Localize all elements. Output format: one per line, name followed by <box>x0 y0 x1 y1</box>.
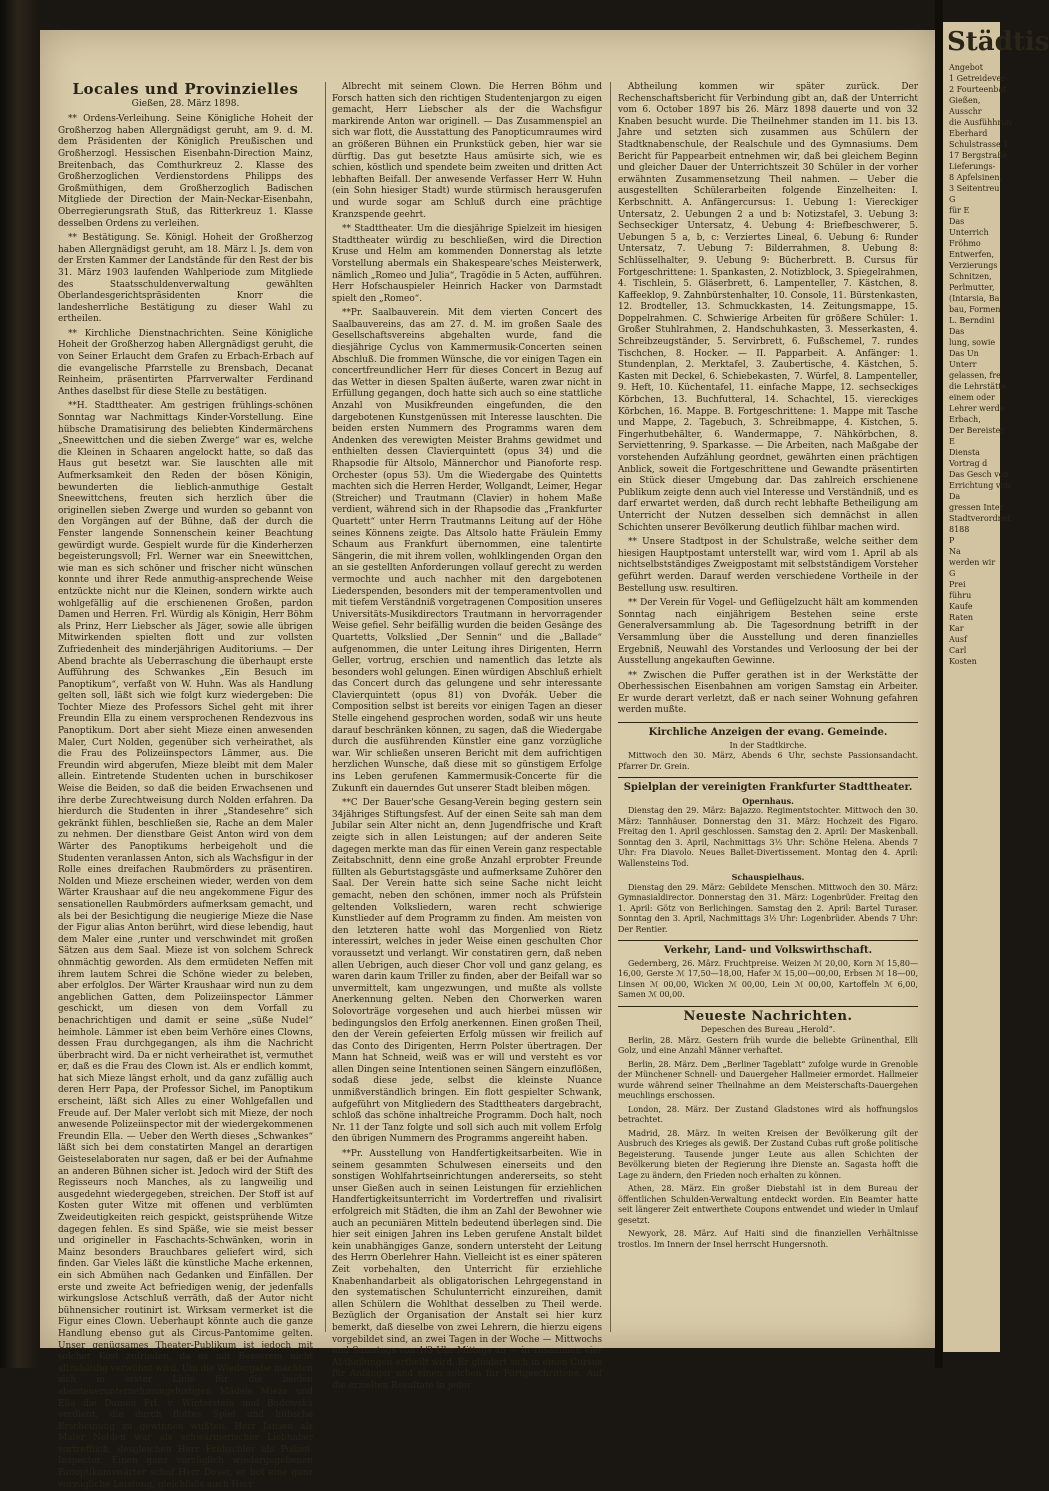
adjacent-text-fragment: Errichtung von <box>949 481 1011 490</box>
adjacent-text-fragment: E <box>949 437 955 446</box>
news-item: Madrid, 28. März. In weiten Kreisen der Bevölkerung gilt der Ausbruch des Krieges als gewiß. Der Zustand Cubas ruft große politische Begeisterung. Tausende junger Leute aus allen Schichten der Bevölkerung bieten der Regierung ihre Dienste an. Sagasta hofft die Lage zu ändern, den Frieden noch erhalten zu können. <box>618 1128 918 1180</box>
adjacent-text-fragment: Kosten <box>949 657 977 666</box>
adjacent-text-fragment: Na <box>949 547 961 556</box>
adjacent-text-fragment: Ausschr <box>949 107 982 116</box>
adjacent-text-fragment: Prei <box>949 580 966 589</box>
playhouse-schedule: Dienstag den 29. März: Gebildete Menschen. Mittwoch den 30. März: Gymnasialdirector. Donnerstag den 31. März: Logenbrüder. Freitag den 1. April: Götz von Berlichingen. Samstag den 2. April: Bartel Turaser. Sonntag den 3. April, Nachmittags 3½ Uhr: Logenbrüder. Abends 7 Uhr: Der Rentier. <box>618 882 918 934</box>
column-2 <box>332 82 602 1391</box>
adjacent-text-fragments <box>943 62 1012 667</box>
article-paragraph: ** Zwischen die Puffer gerathen ist in der Werkstätte der Oberhessischen Eisenbahnen am vorigen Samstag ein Arbeiter. Er wurde derart verletzt, daß er nach seiner Wohnung gefahren werden mußte. <box>618 670 918 716</box>
adjacent-text-fragment: Entwerfen, <box>949 250 995 259</box>
rule <box>618 722 918 723</box>
adjacent-text-fragment: Das <box>949 217 965 226</box>
adjacent-text-fragment: Perlmutter, <box>949 283 995 292</box>
rule <box>618 1006 918 1007</box>
book-binding <box>0 0 40 1368</box>
article-paragraph: **C Der Bauer'sche Gesang-Verein beging gestern sein 34jähriges Stiftungsfest. Auf der einen Seite sah man dem Jubilar sein Alter nicht an, denn Jugendfrische und Kraft zeigte sich in allen Leistungen; auf der anderen Seite dagegen merkte man das für einen Verein ganz respectable Zeitabschnitt, denn eine große Anzahl erprobter Freunde füllten als Geburtstagsgäste und aufmerksame Zuhörer den Saal. Der Verein hatte sich seine Sache nicht leicht gemacht, neben den schönen, immer noch als Prüfstein geltenden Volksliedern, waren recht schwierige Kunstlieder auf dem Programm zu finden. Am meisten von den letzteren hatte wohl das Morgenlied von Rietz interessirt, welches in jeder Weise einen geschulten Chor voraussetzt und verlangt. Wir constatiren gern, daß neben allen Uebrigen, auch dieser Chor voll und ganz gelang, es waren darin kaum Triller zu finden, aber der Beifall war so unvermittelt, kam ungezwungen, und mußte als vollste Anerkennung gelten. Neben den Chorwerken waren Solovorträge vorgesehen und auch hierbei müssen wir bedingungslos den Erfolg anerkennen. Einen großen Theil, den der Verein gefeierten Erfolg müssen wir freilich auf das Conto des Dirigenten, Herrn Polster übertragen. Der Mann hat Schneid, weiß was er will und versteht es vor allen Dingen seine Intentionen seinen Sängern einzuflößen, sodaß diese jede, selbst die kleinste Nuance unmißverständlich bringen. Ein flott gespielter Schwank, aufgeführt von Mitgliedern des Stadttheaters dargebracht, schloß das schöne inhaltreiche Programm. Doch halt, noch Nr. 11 der Tanz folgte und soll sich auch mit vollem Erfolg den übrigen Nummern des Programms angereiht haben. <box>332 798 602 1145</box>
article-paragraph: ** Stadttheater. Um die diesjährige Spielzeit im hiesigen Stadttheater würdig zu beschließen, wird die Direction Kruse und Helm am kommenden Donnerstag als letzte Vorstellung abermals ein Shakespeare'sches Meisterwerk, nämlich „Romeo und Julia“, Tragödie in 5 Acten, aufführen. Herr Hofschauspieler Heinrich Hacker von Darmstadt spielt den „Romeo“. <box>332 224 602 304</box>
article-paragraph: ** Kirchliche Dienstnachrichten. Seine Königliche Hoheit der Großherzog haben Allergnädigst geruht, die von Seiner Erlaucht dem Grafen zu Erbach-Erbach auf die evangelische Pfarrstelle zu Brensbach, Decanat Reinheim, präsentirten Pfarrverwalter Ferdinand Anthes daselbst für diese Stelle zu bestätigen. <box>58 328 313 397</box>
dateline: Gießen, 28. März 1898. <box>131 98 240 109</box>
adjacent-text-fragment: Da <box>949 492 961 501</box>
adjacent-text-fragment: bau, Formen <box>949 305 1001 314</box>
article-paragraph: ** Unsere Stadtpost in der Schulstraße, welche seither dem hiesigen Hauptpostamt unterstellt war, wird vom 1. April ab als nichtselbstständiges Zweigpostamt mit selbstständigem Vorsteher geführt werden. Darauf werden verschiedene Vortheile in der Bestellung usw. resultiren. <box>618 537 918 594</box>
adjacent-text-fragment: Kar <box>949 624 964 633</box>
newspaper-page <box>40 30 935 1490</box>
adjacent-text-fragment: Raten <box>949 613 974 622</box>
column-1 <box>58 80 313 1490</box>
opera-schedule: Dienstag den 29. März: Bajazzo. Regimentstochter. Mittwoch den 30. März: Tannhäuser. Donnerstag den 31. März: Hochzeit des Figaro. Freitag den 1. April geschlossen. Samstag den 2. April: Der Maskenball. Sonntag den 3. April, Nachmittags 3½ Uhr: Schöne Helena. Abends 7 Uhr: Fra Diavolo. Neues Ballet-Divertissement. Montag den 4. April: Wallensteins Tod. <box>618 806 918 868</box>
adjacent-text-fragment: Schnitzen, <box>949 272 992 281</box>
adjacent-text-fragment: P <box>949 536 955 545</box>
adjacent-text-fragment: Lieferungs- <box>949 162 996 171</box>
article-paragraph: **Pr. Ausstellung von Handfertigkeitsarbeiten. Wie in seinem gesammten Schulwesen einerseits und den sonstigen Wohlfahrtseinrichtungen andererseits, so steht unser Gießen auch in seinen Leistungen für erziehlichen Handfertigkeitsunterricht im Vordertreffen und rivalisirt erfolgreich mit Städten, die ihm an Zahl der Bewohner wie auch an pecuniären Mitteln bedeutend überlegen sind. Die hier seit einigen Jahren ins Leben gerufene Anstalt bildet kein unabhängiges Ganze, sondern untersteht der Leitung des Herrn Oberlehrer Hahn. Vielleicht ist es einer späteren Zeit vorbehalten, den Unterricht für erziehliche Knabenhandarbeit als obligatorischen Lehrgegenstand in den systematischen Schulunterricht einzureihen, damit allen Schülern die Wohlthat desselben zu Theil werde. Bezüglich der Organisation der Anstalt sei hier kurz bemerkt, daß dieselbe von zwei Lehrern, die hierzu eigens vorgebildet sind, an zwei Tagen in der Woche — Mittwochs und Samstags von 1/3 Uhr Mittags an — in zusammen vier Abtheilungen ertheilt wird. Er gliedert sich in einen Cursus für Anfänger und einen solchen für Fortgeschrittene. Auf die erzielten Resultate in jeder <box>332 1149 602 1391</box>
adjacent-text-fragment: Diensta <box>949 448 980 457</box>
news-item: Berlin, 28. März. Dem „Berliner Tageblatt“ zufolge wurde in Grenoble der Münchener Schnell- und Dauergeher Hallmeier ermordet. Hallmeier wurde während seiner Theilnahme an dem Meisterschafts-Dauergehen meuchlings erschossen. <box>618 1059 918 1101</box>
opera-heading: Opernhaus. <box>742 795 794 806</box>
adjacent-text-fragment: die Lehrstätte <box>949 382 1007 391</box>
adjacent-text-fragment: L. Berndini <box>949 316 995 325</box>
adjacent-masthead-fragment: Städtis <box>947 27 1049 57</box>
news-item: Athen, 28. März. Ein großer Diebstahl ist in dem Bureau der öffentlichen Schulden-Verwaltung entdeckt worden. Ein Beamter hatte seit längerer Zeit entwerthete Coupons entwendet und wieder in Umlauf gesetzt. <box>618 1184 918 1225</box>
adjacent-text-fragment: G <box>949 195 956 204</box>
church-notice-subtitle: In der Stadtkirche. <box>729 740 807 750</box>
adjacent-text-fragment: Ausf <box>949 635 967 644</box>
adjacent-text-fragment: Das <box>949 327 965 336</box>
adjacent-text-fragment: 8188 <box>949 525 970 534</box>
news-section-title: Neueste Nachrichten. <box>683 1008 853 1024</box>
adjacent-text-fragment: gelassen, fre <box>949 371 1001 380</box>
article-paragraph: Albrecht mit seinem Clown. Die Herren Böhm und Forsch hatten sich den richtigen Studentenjargon zu eigen gemacht, Herr Liebscher als der die Wachsfigur markirende Anton war originell. — Das Zusammenspiel an sich war flott, die Ausstattung des Panopticumraumes wird an größeren Bühnen ein Prunkstück geben, hier war sie dürftig. Das gut besetzte Haus amüsirte sich, wie es schien, köstlich und spendete beim zweiten und dritten Act lebhaften Beifall. Der anwesende Verfasser Herr W. Huhn (ein Sohn hiesiger Stadt) wurde stürmisch herausgerufen und wurde sogar am Schluß durch eine prächtige Kranzspende geehrt. <box>332 82 602 220</box>
adjacent-text-fragment: Erbach, <box>949 415 981 424</box>
adjacent-page-edge <box>943 22 1049 1352</box>
news-item: Newyork, 28. März. Auf Haiti sind die finanziellen Verhältnisse trostlos. Im Innern der Insel herrscht Hungersnoth. <box>618 1229 918 1249</box>
market-prices: Gedernberg, 26. März. Fruchtpreise. Weizen ℳ 20,00, Korn ℳ 15,80—16,00, Gerste ℳ 17,50—18,00, Hafer ℳ 15,00—00,00, Erbsen ℳ 18—00, Linsen ℳ 00,00, Wicken ℳ 00,00, Lein ℳ 00,00, Kartoffeln ℳ 6,00, Samen ℳ 00,00. <box>618 958 918 1000</box>
article-paragraph: ** Der Verein für Vogel- und Geflügelzucht hält am kommenden Sonntag nach einjährigem Bestehen seine erste Generalversammlung ab. Die Tagesordnung betrifft in der Versammlung über die Ausstellung und deren finanzielles Ergebniß, Neuwahl des Vorstandes und Verloosung der bei der Ausstellung angekauften Gewinne. <box>618 598 918 667</box>
news-item: London, 28. März. Der Zustand Gladstones wird als hoffnungslos betrachtet. <box>618 1104 918 1125</box>
church-notice-text: Mittwoch den 30. März, Abends 6 Uhr, sechste Passionsandacht. Pfarrer Dr. Grein. <box>618 751 918 771</box>
adjacent-text-fragment: Das Un <box>949 349 979 358</box>
church-notice-title: Kirchliche Anzeigen der evang. Gemeinde. <box>648 727 888 739</box>
adjacent-text-fragment: gressen Inter <box>949 503 1004 512</box>
adjacent-text-fragment: werden wir <box>949 558 996 567</box>
adjacent-text-fragment: Eberhard <box>949 129 988 138</box>
adjacent-text-fragment: Der Bereister <box>949 426 1005 435</box>
adjacent-text-fragment: 2 Fourteenbat <box>949 85 1007 94</box>
column-divider <box>325 82 326 1332</box>
adjacent-text-fragment: Unterr <box>949 360 977 369</box>
news-item: Berlin, 28. März. Gestern früh wurde die beliebte Grünenthal, Elli Golz, und eine Anzahl Männer verhaftet. <box>618 1035 918 1056</box>
playhouse-heading: Schauspielhaus. <box>731 872 805 883</box>
article-paragraph: **H. Stadttheater. Am gestrigen frühlings-schönen Sonntag war Nachmittags Kinder-Vorstellung. Eine hübsche Dramatisirung des beliebten Kindermärchens „Sneewittchen und die sieben Zwerge“ war es, welche die Kleinen in Schaaren angelockt hatte, so daß das Haus gut besetzt war. Sie lauschten alle mit Aufmerksamkeit den Reden der bösen Königin, bewunderten die lieblich-anmuthige Gestalt Sneewittchens, freuten sich herzlich über die originellen sieben Zwerge und wurden so gebannt von den Vorgängen auf der Bühne, daß der durch die Fenster langende Sonnenschein keiner Beachtung gewürdigt wurde. Gespielt wurde für die Kinderherzen begeisterungsvoll; Frl. Werner war ein Sneewittchen, wie man es sich schöner und frischer nicht wünschen konnte und ihrer Rede anmuthig-ansprechende Weise entzückte nicht nur die Kleinen, sondern wirkte auch wohlgefällig auf die erschienenen Großen, pardon Damen und Herren. Frl. Würdig als Königin, Herr Böhm als Prinz, Herr Liebscher als Jäger, sowie alle übrigen Mitwirkenden spielten flott und zur vollsten Zufriedenheit des minderjährigen Auditoriums. — Der Abend brachte als Ueberraschung die überhaupt erste Aufführung des Schwankes „Ein Besuch im Panoptikum“, verfaßt von W. Huhn. Was als Handlung gelten soll, läßt sich wie folgt kurz wiedergeben: Die Tochter Mieze des Professors Sichel geht mit ihrer Freundin Ella zu einem versprochenen Rendezvous ins Panoptikum. Dort aber sieht Mieze einen anwesenden Maler, Curt Nolden, gegenüber sich verheirathet, als die Frau des Polizeiinspectors Lämmer, aus. Die Freundin wird abgerufen, Mieze bleibt mit dem Maler allein. Eintretende Studenten uchen in burschikoser Weise die Beiden, so daß die beiden Erwachsenen und ihre derbe Zurechtweisung durch Nolden erfahren. Da hierdurch die Studenten in ihrer „Standesehre“ sich gekränkt fühlen, beschließen sie, Rache an dem Maler zu nehmen. Der dienstbare Geist Anton wird von dem Wärter des Panoptikums herbeigeholt und die Studenten veranlassen Anton, sich als Wachsfigur in der Rolle eines dreifachen Raubmörders zu präsentiren. Nolden und Mieze erscheinen wieder, werden von dem Wärter Kraushaar auf die neu angekommene Figur des sensationellen Raubmörders aufmerksam gemacht, und als bei der Besichtigung die neugierige Mieze die Nase der Figur alias Anton berührt, wird diese lebendig, haut dem Maler eine ‚runter und verschwindet mit großen Sätzen aus dem Saal. Mieze ist von solchem Schreck ohnmächtig geworden. Als dem ermüdeten Neffen mit ihrem lautem Schrei die Schöne wieder zu beleben, aber erfolglos. Der Wärter Kraushaar wird nun zu dem angeblichen Gatten, dem Polizeiinspector Lämmer geschickt, um diesen von dem Vorfall zu benachrichtigen und damit er seine „süße Nudel“ heimhole. Lämmer ist eben beim Verhöre eines Clowns, dessen Frau durchgegangen, als ihm die Nachricht überbracht wird. Da er nicht verheirathet ist, vermuthet er, daß es die Frau des Clown ist. Als er endlich kommt, hat sich Mieze längst erholt, und da ganz zufällig auch deren Herr Papa, der Professor Sichel, im Panoptikum erscheint, läßt sich Alles zu einer Wohlgefallen und Freude auf. Der Maler verlobt sich mit Mieze, der noch anwesende Polizeiinspector mit der wiedergekommenen Freundin Ella. — Ueber den Werth dieses „Schwankes“ läßt sich bei dem constatirten Mangel an derartigen Geisteselaboraten nur sagen, daß er bei der Aufnahme an anderen Bühnen sicher ist. Jedoch wird der Stift des Regisseurs noch Manches, als zu langweilig und ausgedehnt wiedergegeben, streichen. Der Stoff ist auf Kosten guter Witze mit offenen und verblümten Zweideutigkeiten reich gespickt, geistsprühende Witze dagegen fehlen. Es sind Späße, wie sie meist besser und origineller in Faschachts-Schwänken, worin in Mainz besonders Brauchbares geliefert wird, sich finden. Gar Vieles läßt die künstliche Mache erkennen, ein sich Abmühen nach Gedanken und Einfällen. Der erste und zweite Act befriedigen wenig, der jedenfalls wirkungslose Actschluß verräth, daß der Autor nicht bühnensicher routinirt ist. Wirksam vermerket ist die Figur eines Clown. Ueberhaupt könnte auch die ganze Handlung ebenso gut als Circus-Pantomime gelten. Unser genügsames Theater-Publikum ist jedoch mit solcher Kost zufrieden, da es mit Besserem nicht allzuhäufig verwöhnt wird. Um die Wiedergabe machten sich in erster Linie für die beiden abenteuerunternehmungslustigen Mädels Mieze und Ella die Damen Frl. v. Winterstein und Budowska verdient, die durch flottes Spiel und hübsche Erscheinung zu gewinnen wußten. Herr Jansen als Maler Nolden war als schwärmerischer Liebhaber vortrefflich, desgleichen Herr Frühschler als Polizei-Inspector. Einen ganz vorzüglich wiedergegebenen Panoptikumswärter schuf Herr Doser, er bot eine ganz vorzügliche Leistung, gleichfalls auch Herr <box>58 401 313 1490</box>
adjacent-text-fragment: Vortrag d <box>949 459 988 468</box>
adjacent-text-fragment: 17 Bergstraße <box>949 151 1008 160</box>
adjacent-text-fragment: lung, sowie <box>949 338 996 347</box>
adjacent-text-fragment: einem oder <box>949 393 995 402</box>
article-paragraph: ** Bestätigung. Se. Königl. Hoheit der Großherzog haben Allergnädigst geruht, am 18. März l. Js. dem von der Ersten Kammer der Landstände für den Rest der bis 31. März 1903 laufenden Wahlperiode zum Mitgliede des Staatsschuldenverwaltung gewählten Oberlandesgerichtspräsidenten Knorr die landesherrliche Bestätigung zu dieser Wahl zu ertheilen. <box>58 233 313 325</box>
page-gutter <box>935 0 943 1368</box>
adjacent-text-fragment: Lehrer werde <box>949 404 1005 413</box>
news-subtitle: Depeschen des Bureau „Herold“. <box>700 1025 836 1035</box>
adjacent-text-fragment: (Intarsia, Ba <box>949 294 1000 303</box>
adjacent-text-fragment: Stadtverordnet <box>949 514 1011 523</box>
adjacent-text-fragment: Carl <box>949 646 967 655</box>
adjacent-text-fragment: für E <box>949 206 970 215</box>
adjacent-text-fragment: Fröhmo <box>949 239 981 248</box>
adjacent-text-fragment: Gießen, <box>949 96 981 105</box>
article-paragraph: ** Ordens-Verleihung. Seine Königliche Hoheit der Großherzog haben Allergnädigst geruht, am 9. d. M. dem Präsidenten der Königlich Preußischen und Großherzogl. Hessischen Eisenbahn-Direction Mainz, Breitenbach, das Comthurkreuz 2. Klasse des Großherzoglichen Verdienstordens Philipps des Großmüthigen, dem Großherzoglich Badischen Mitgliede der Direction der Main-Neckar-Eisenbahn, Oberregierungsrath Stuß, das Ritterkreuz 1. Klasse desselben Ordens zu verleihen. <box>58 114 313 229</box>
article-paragraph: Abtheilung kommen wir später zurück. Der Rechenschaftsbericht für Verbindung gibt an, daß der Unterricht vom 6. October 1897 bis 26. März 1898 dauerte und von 32 Knaben besucht wurde. Die Theilnehmer standen im 11. bis 13. Jahre und setzten sich zusammen aus Schülern der Stadtknabenschule, der Realschule und des Gymnasiums. Dem Bericht für Pappearbeit entnehmen wir, daß bei gleichem Beginn und gleicher Dauer der Unterrichtszeit 30 Schüler in der vorher erwähnten Zusammensetzung Theil nahmen. — Ueber die ausgestellten Schülerarbeiten folgende Einzelheiten: I. Kerbschnitt. A. Anfängercursus: 1. Uebung 1: Viereckiger Untersatz, 2. Uebungen 2 a und b: Notizstafel, 3. Uebung 3: Sechseckiger Untersatz, 4. Uebung 4: Briefbeschwerer, 5. Uebungen 5 a, b, c: Verziertes Lineal, 6. Uebung 6: Runder Untersatz, 7. Uebung 7: Bilderrahmen, 8. Uebung 8: Schlüsselhalter, 9. Uebung 9: Bücherbrett. B. Cursus für Fortgeschrittene: 1. Spankasten, 2. Notizblock, 3. Spiegelrahmen, 4. Tischlein, 5. Gläserbrett, 6. Lampenteller, 7. Kästchen, 8. Kaffeeklop, 9. Zahnbürstenhalter, 10. Console, 11. Bürstenkasten, 12. Brodteller, 13. Schmuckkasten, 14. Zeitungsmappe, 15. Doppelrahmen. C. Schwierige Arbeiten für größere Schüler: 1. Großer Stuhlrahmen, 2. Handschuhkasten, 3. Messerkasten, 4. Schreibzeugständer, 5. Servirbrett, 6. Fußschemel, 7. rundes Tischchen, 8. Hocker. — II. Papparbeit. A. Anfänger: 1. Stundenplan, 2. Merktafel, 3. Zaubertische, 4. Kästchen, 5. Kasten mit Deckel, 6. Schiebekasten, 7. Würfel, 8. Lampenteller, 9. Heft, 10. Küchentafel, 11. einfache Mappe, 12. sechseckiges Körbchen, 13. Buchfutteral, 14. Schachtel, 15. viereckiges Körbchen, 16. Mappe. B. Fortgeschrittene: 1. Mappe mit Tasche und Mappe, 2. Tagebuch, 3. Schreibmappe, 4. Kistchen, 5. Fingerhutbehälter, 6. Wandermappe, 7. Nähkörbchen, 8. Serviettenring, 9. Sparkasse. — Die Arbeiten, nach Maßgabe der vorstehenden Aufzählung geordnet, gewährten einen prächtigen Anblick, soweit die Fortgeschrittene und Gewandte präsentirten ein Stück dieser Umgebung dar. Das zahlreich erschienene Publikum zeigte denn auch viel Interesse und Verständniß, und es darf erwartet werden, daß durch recht lebhafte Betheiligung am Unterricht der Nutzen desselben sich demnächst in allen Schichten unserer Bevölkerung deutlich fühlbar machen wird. <box>618 82 918 533</box>
section-title-locales: Locales und Provinzielles <box>72 80 299 98</box>
adjacent-text-fragment: Kaufe <box>949 602 973 611</box>
market-section-title: Verkehr, Land- und Volkswirthschaft. <box>663 945 873 957</box>
column-divider <box>610 82 611 1332</box>
adjacent-text-fragment: 3 Seitentreu <box>949 184 1000 193</box>
adjacent-text-fragment: Schulstrasse 1 <box>949 140 1009 149</box>
adjacent-text-fragment: Verzierungs <box>949 261 998 270</box>
adjacent-text-fragment: Das Gesch von <box>949 470 1009 479</box>
rule <box>618 777 918 778</box>
adjacent-text-fragment: 8 Apfelsinen, <box>949 173 1003 182</box>
rule <box>618 940 918 941</box>
theater-schedule-title: Spielplan der vereinigten Frankfurter Stadttheater. <box>623 782 913 794</box>
adjacent-text-fragment: Angebot <box>949 63 983 72</box>
adjacent-text-fragment: 1 Getreidever- <box>949 74 1008 83</box>
adjacent-text-fragment: Unterrich <box>949 228 989 237</box>
adjacent-text-fragment: die Ausfühhrun <box>949 118 1012 127</box>
article-paragraph: **Pr. Saalbauverein. Mit dem vierten Concert des Saalbauvereins, das am 27. d. M. im großen Saale des Gesellschaftsvereins abgehalten wurde, fand die diesjährige Cyclus von Kammermusik-Concerten seinen Abschluß. Die frommen Wünsche, die vor einigen Tagen ein concertfreundlicher Herr für dieses Concert in Bezug auf das Wetter in diesen Spalten äußerte, waren zwar nicht in Erfüllung gegangen, doch hatte sich auch so eine stattliche Anzahl von Musikfreunden eingefunden, die den dargebotenen Kunstgenüssen mit Interesse lauschten. Die beiden ersten Nummern des Programms waren dem Andenken des verewigten Meister Brahms gewidmet und enthielten dessen Clavierquintett (opus 34) und die Rhapsodie für Altsolo, Männerchor und Pianoforte resp. Orchester (opus 53). Um die Wiedergabe des Quintetts machten sich die Herren Herder, Wollgandt, Leimer, Hegar (Streicher) und Trautmann (Clavier) in hohem Maße verdient, während sich in der Rhapsodie das „Frankfurter Quartett“ unter Herrn Trautmanns Leitung auf der Höhe seines Könnens zeigte. Das Altsolo hatte Fräulein Emmy Schaum aus Frankfurt übernommen, eine talentirte Sängerin, die mit ihrem vollen, wohlklingenden Organ den an sie gestellten Anforderungen vollauf gerecht zu werden vermochte und auch nachher mit den dargebotenen Liederspenden, besonders mit der temperamentvollen und mit tiefem Verständniß vorgetragenen Composition unseres Universitäts-Musikdirectors Trautmann in hervorragender Weise gefiel. Sehr beifällig wurden die beiden Gesänge des Quartetts, Volkslied „Der Sennin“ und die „Ballade“ aufgenommen, die unter Leitung ihres Dirigenten, Herrn Geller, vortrug, erschien und namentlich das letzte als besonders wohl gelungen. Einen würdigen Abschluß erhielt das Concert durch das gelungene und sehr interessante Clavierquintett (opus 81) von Dvořák. Ueber die Composition selbst ist bereits vor einigen Tagen an dieser Stelle eingehend gesprochen worden, sodaß wir uns heute darauf beschränken können, zu sagen, daß die Wiedergabe durch die ausführenden Künstler eine ganz vorzügliche war. Wir schließen unseren Bericht mit dem aufrichtigen herzlichen Wunsche, daß diese mit so günstigem Erfolge ins Leben gerufenen Kammermusik-Concerte für die Zukunft ein dauerndes Gut unserer Stadt bleiben mögen. <box>332 308 602 794</box>
adjacent-text-fragment: führu <box>949 591 972 600</box>
column-3 <box>618 82 918 1340</box>
adjacent-text-fragment: G <box>949 569 956 578</box>
